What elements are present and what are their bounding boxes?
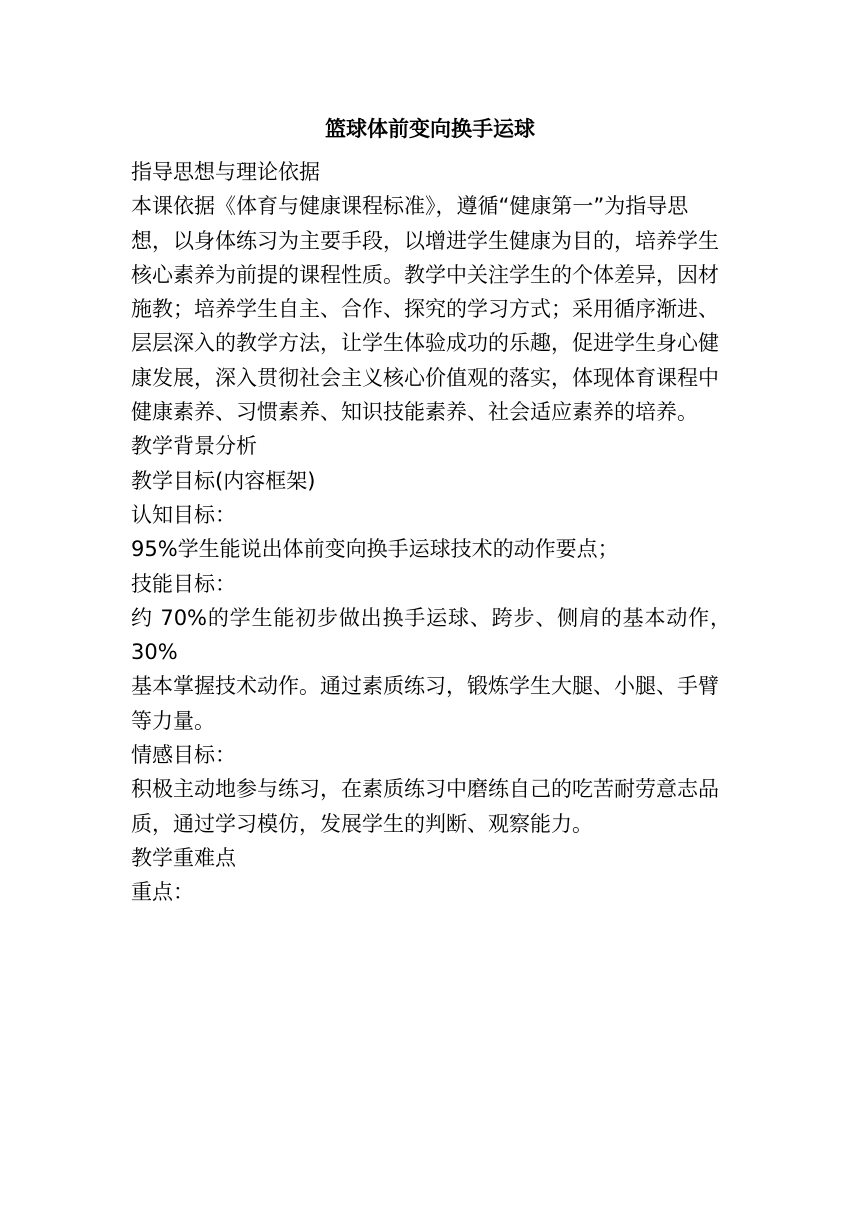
- paragraph-line: 核心素养为前提的课程性质。教学中关注学生的个体差异，因材: [131, 262, 719, 287]
- heading-guiding-ideology: 指导思想与理论依据: [131, 160, 320, 184]
- document-title: 篮球体前变向换手运球: [325, 117, 535, 141]
- paragraph-line: 质，通过学习模仿，发展学生的判断、观察能力。: [131, 811, 593, 836]
- paragraph-line: 约 70%的学生能初步做出换手运球、跨步、侧肩的基本动作，30%: [131, 605, 731, 665]
- paragraph-line: 等力量。: [131, 708, 215, 733]
- paragraph-line: 想，以身体练习为主要手段，以增进学生健康为目的，培养学生: [131, 228, 719, 253]
- heading-emotional-objective: 情感目标：: [131, 743, 236, 768]
- paragraph-line: 95%学生能说出体前变向换手运球技术的动作要点；: [131, 537, 619, 562]
- heading-key-points: 重点：: [131, 880, 194, 905]
- paragraph-line: 施教；培养学生自主、合作、探究的学习方式；采用循序渐进、: [131, 297, 719, 322]
- heading-cognitive-objective: 认知目标：: [131, 502, 236, 527]
- paragraph-line: 基本掌握技术动作。通过素质练习，锻炼学生大腿、小腿、手臂: [131, 674, 719, 699]
- paragraph-line: 层层深入的教学方法，让学生体验成功的乐趣，促进学生身心健: [131, 331, 719, 356]
- paragraph-line: 健康素养、习惯素养、知识技能素养、社会适应素养的培养。: [131, 400, 698, 425]
- heading-teaching-objectives: 教学目标(内容框架): [131, 468, 316, 493]
- heading-teaching-background: 教学背景分析: [131, 434, 257, 459]
- document-body: [131, 155, 731, 910]
- paragraph-line: 康发展，深入贯彻社会主义核心价值观的落实，体现体育课程中: [131, 365, 719, 390]
- heading-skill-objective: 技能目标：: [131, 571, 236, 596]
- heading-key-difficulties: 教学重难点: [131, 845, 236, 870]
- paragraph-line: 积极主动地参与练习，在素质练习中磨练自己的吃苦耐劳意志品: [131, 777, 719, 802]
- paragraph-line: 本课依据《体育与健康课程标准》，遵循“健康第一”为指导思: [131, 194, 689, 219]
